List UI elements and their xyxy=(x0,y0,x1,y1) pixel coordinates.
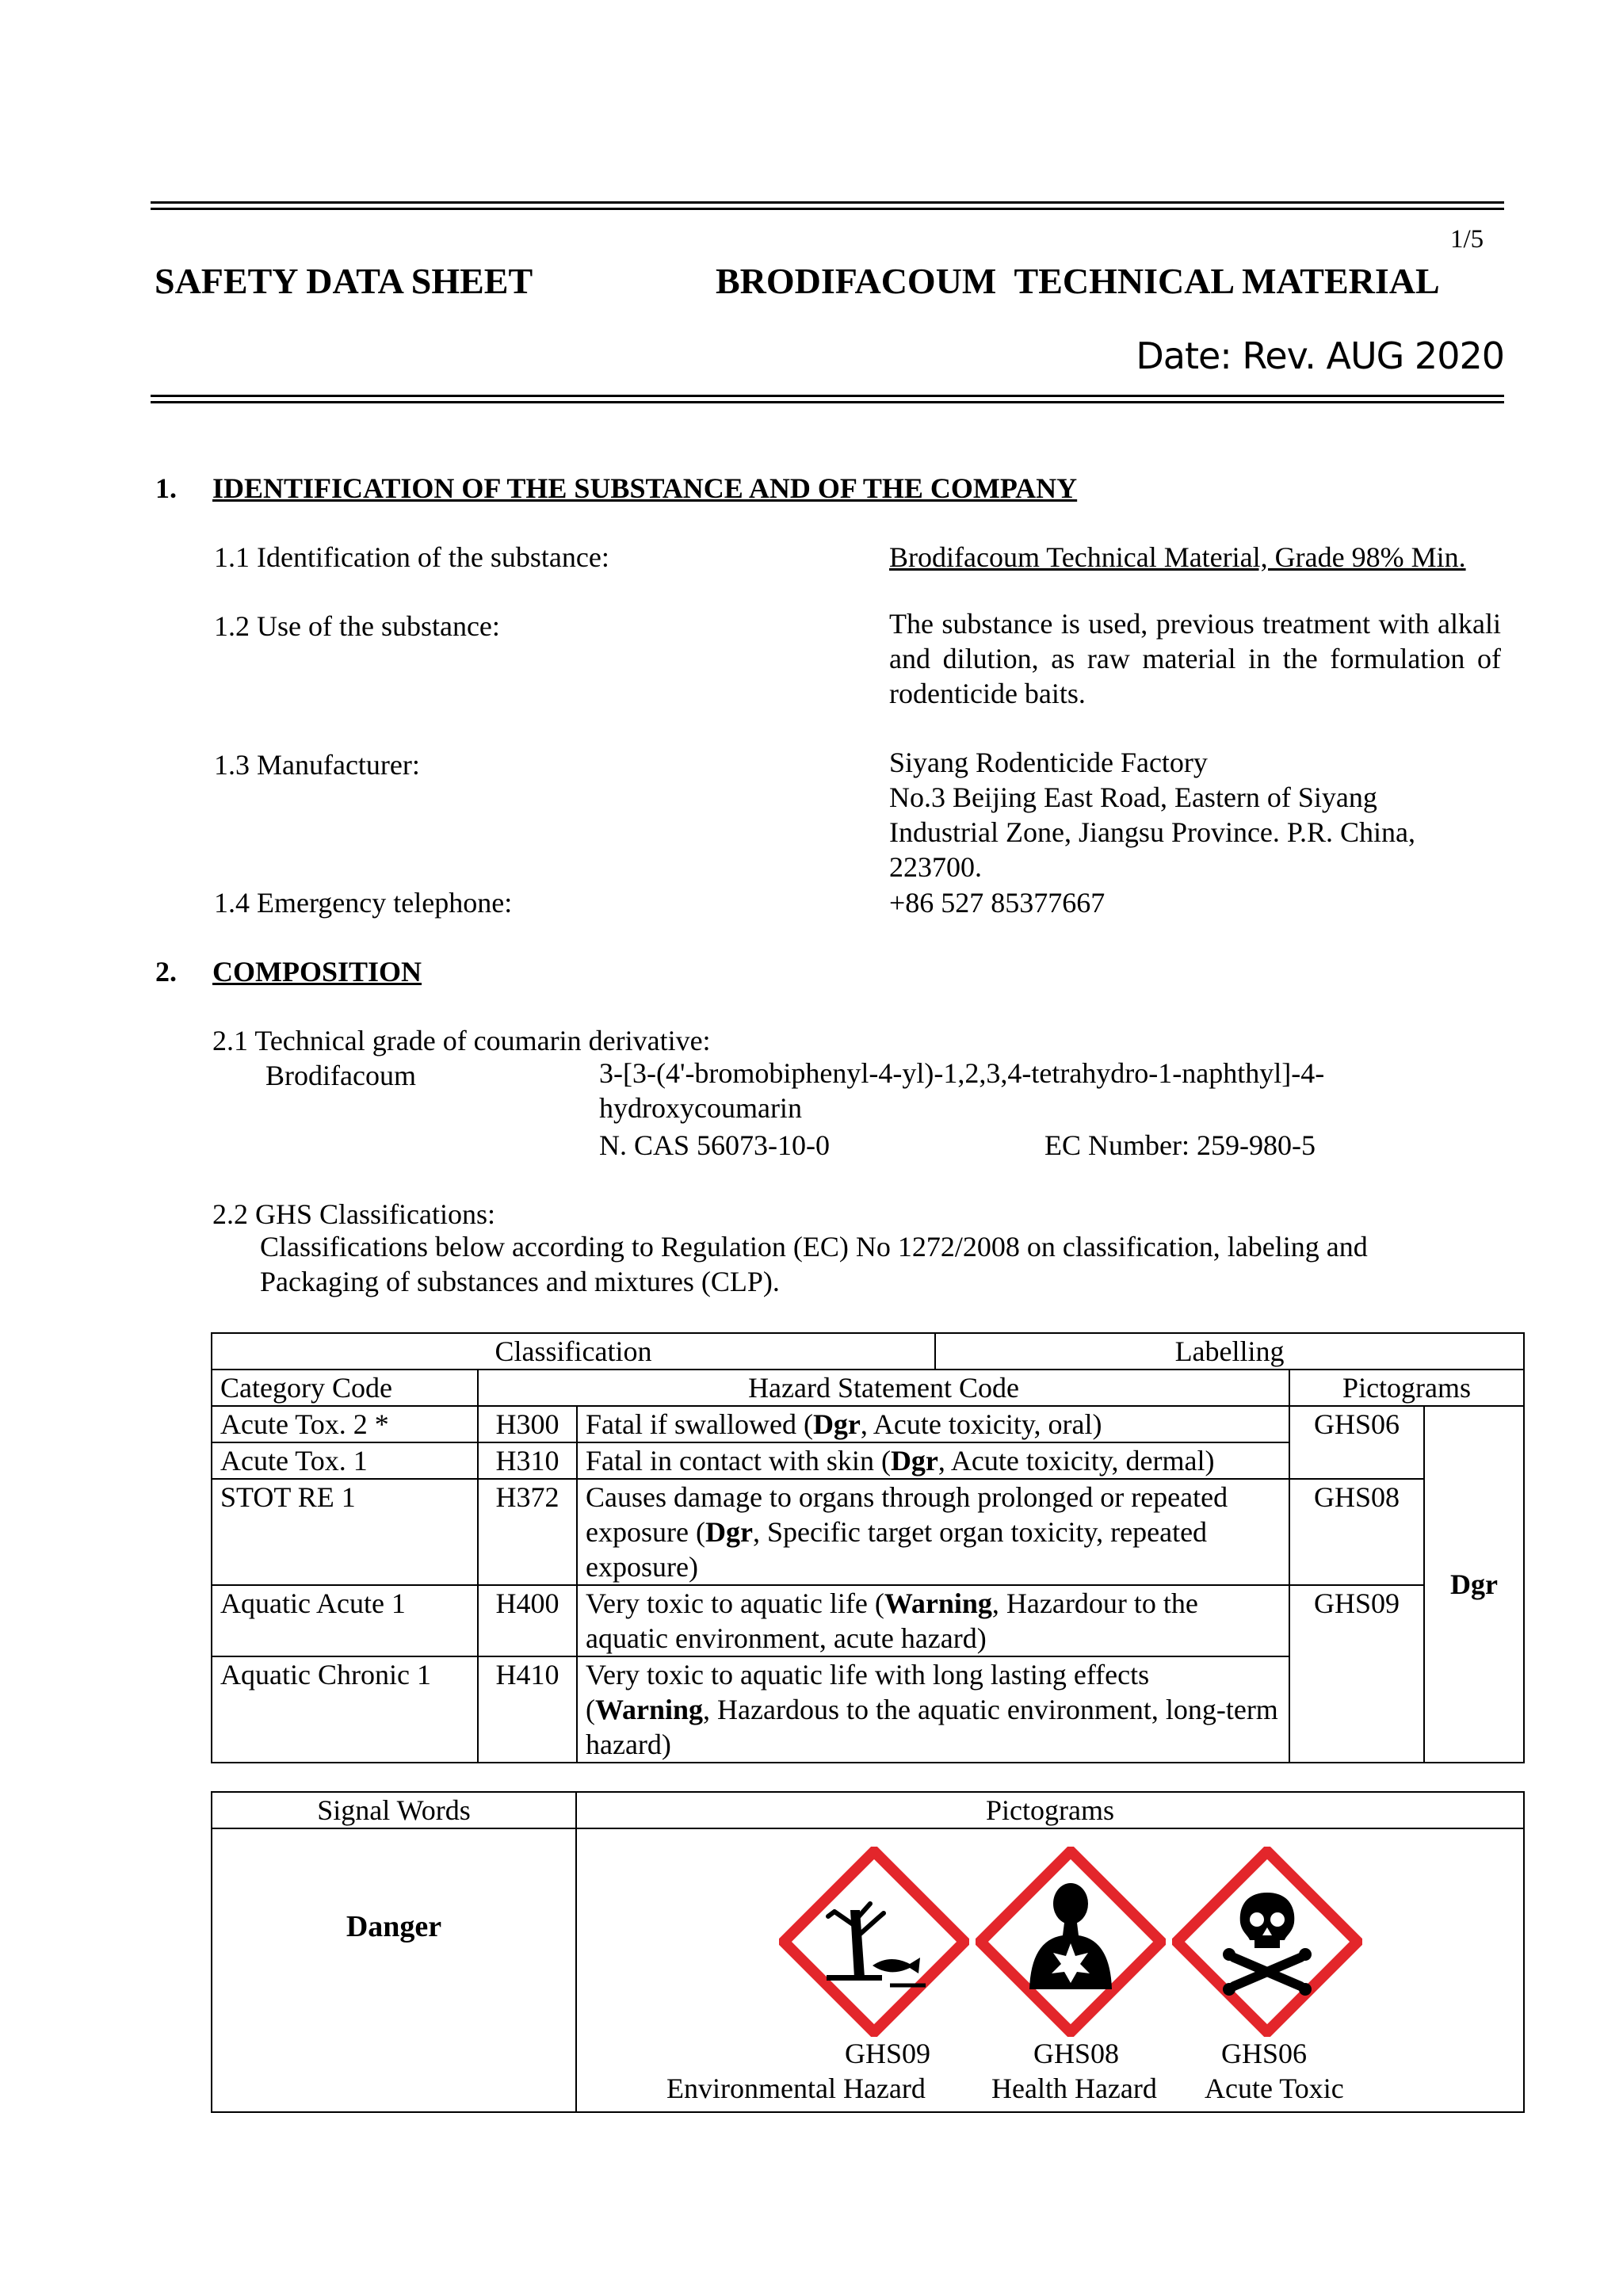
statement-cell: Very toxic to aquatic life (Warning, Hazardour to the aquatic environment, acute hazard) xyxy=(577,1585,1289,1656)
item-1-4-value: +86 527 85377667 xyxy=(889,887,1106,919)
header-top-rule xyxy=(151,201,1504,210)
classification-header: Classification xyxy=(212,1333,935,1370)
section1-title: IDENTIFICATION OF THE SUBSTANCE AND OF THE COMPANY xyxy=(212,472,1078,504)
picto-name: Health Hazard xyxy=(991,2073,1157,2104)
item-2-2-text xyxy=(260,1229,1368,1299)
section1-number: 1. xyxy=(155,472,177,504)
category-cell: Acute Tox. 2 * xyxy=(212,1406,478,1442)
picto-name: Acute Toxic xyxy=(1205,2073,1344,2104)
item-1-2-value: The substance is used, previous treatment with alkali and dilution, as raw material in the formulation of rodenticide baits. xyxy=(889,608,1501,709)
picto-cell: GHS09 xyxy=(1289,1585,1424,1763)
statement-cell: Causes damage to organs through prolonged or repeated exposure (Dgr, Specific target organ toxicity, repeated exposure) xyxy=(577,1479,1289,1585)
classification-note-line: Packaging of substances and mixtures (CLP). xyxy=(260,1266,780,1297)
cas-number: N. CAS 56073-10-0 xyxy=(599,1129,831,1161)
picto-code: GHS06 xyxy=(1221,2038,1308,2069)
chemical-name-line: hydroxycoumarin xyxy=(599,1092,802,1124)
signal-cell: Dgr xyxy=(1424,1406,1524,1763)
manufacturer-line: 223700. xyxy=(889,851,982,883)
item-1-4-label: 1.4 Emergency telephone: xyxy=(214,887,513,919)
ec-number: EC Number: 259-980-5 xyxy=(1044,1129,1316,1161)
picto-cell: GHS06 xyxy=(1289,1406,1424,1479)
statement-cell: Fatal if swallowed (Dgr, Acute toxicity, oral) xyxy=(577,1406,1289,1442)
substance-name: Brodifacoum xyxy=(265,1060,416,1091)
code-cell: H400 xyxy=(478,1585,577,1656)
item-1-3-label: 1.3 Manufacturer: xyxy=(214,749,420,781)
chemical-name-line: 3-[3-(4'-bromobiphenyl-4-yl)-1,2,3,4-tetrahydro-1-naphthyl]-4- xyxy=(599,1057,1325,1089)
pictograms-header: Pictograms xyxy=(576,1792,1524,1828)
manufacturer-line: No.3 Beijing East Road, Eastern of Siyang xyxy=(889,781,1377,813)
statement-cell: Very toxic to aquatic life with long lasting effects (Warning, Hazardous to the aquatic environment, long-term hazard) xyxy=(577,1656,1289,1763)
table-row xyxy=(212,1406,1524,1442)
table-row xyxy=(212,1479,1524,1585)
picto-name: Environmental Hazard xyxy=(666,2073,926,2104)
category-cell: STOT RE 1 xyxy=(212,1479,478,1585)
picto-code: GHS09 xyxy=(845,2038,931,2069)
section2-title: COMPOSITION xyxy=(212,956,422,988)
product-name: BRODIFACOUM TECHNICAL MATERIAL xyxy=(716,261,1440,301)
table-header-row xyxy=(212,1333,1524,1370)
doc-type: SAFETY DATA SHEET xyxy=(155,261,533,301)
pictograms-header: Pictograms xyxy=(1289,1370,1524,1406)
picto-cell: GHS08 xyxy=(1289,1479,1424,1585)
code-cell: H310 xyxy=(478,1442,577,1479)
item-1-1-label: 1.1 Identification of the substance: xyxy=(214,541,609,573)
signal-word: Danger xyxy=(212,1828,576,2112)
ghs-classification-table xyxy=(211,1332,1525,1763)
category-cell: Aquatic Chronic 1 xyxy=(212,1656,478,1763)
code-cell: H372 xyxy=(478,1479,577,1585)
chemical-name xyxy=(599,1056,1324,1125)
signal-words-header: Signal Words xyxy=(212,1792,576,1828)
item-1-1-value: Brodifacoum Technical Material, Grade 98% Min. xyxy=(889,541,1466,573)
category-cell: Acute Tox. 1 xyxy=(212,1442,478,1479)
revision-date: Date: Rev. AUG 2020 xyxy=(1136,334,1504,377)
section2-number: 2. xyxy=(155,956,177,988)
statement-cell: Fatal in contact with skin (Dgr, Acute toxicity, dermal) xyxy=(577,1442,1289,1479)
item-2-2-label: 2.2 GHS Classifications: xyxy=(212,1198,495,1230)
manufacturer-line: Siyang Rodenticide Factory xyxy=(889,747,1208,778)
code-cell: H410 xyxy=(478,1656,577,1763)
table-header-row xyxy=(212,1792,1524,1828)
labelling-header: Labelling xyxy=(935,1333,1524,1370)
code-cell: H300 xyxy=(478,1406,577,1442)
classification-note-line: Classifications below according to Regulation (EC) No 1272/2008 on classification, labeling and xyxy=(260,1231,1368,1263)
header-bottom-rule xyxy=(151,395,1504,403)
picto-code: GHS08 xyxy=(1033,2038,1120,2069)
manufacturer-line: Industrial Zone, Jiangsu Province. P.R. China, xyxy=(889,816,1415,848)
hazard-statement-header: Hazard Statement Code xyxy=(478,1370,1289,1406)
skull-crossbones-icon xyxy=(1172,1847,1362,2037)
item-2-1-label: 2.1 Technical grade of coumarin derivative: xyxy=(212,1025,711,1056)
environment-icon xyxy=(779,1847,969,2037)
category-cell: Aquatic Acute 1 xyxy=(212,1585,478,1656)
item-1-2-label: 1.2 Use of the substance: xyxy=(214,610,500,642)
item-1-3-value xyxy=(889,745,1415,884)
category-code-header: Category Code xyxy=(212,1370,478,1406)
health-hazard-icon xyxy=(976,1847,1166,2037)
page-number: 1/5 xyxy=(1450,225,1484,254)
table-row xyxy=(212,1585,1524,1656)
table-header-row xyxy=(212,1370,1524,1406)
